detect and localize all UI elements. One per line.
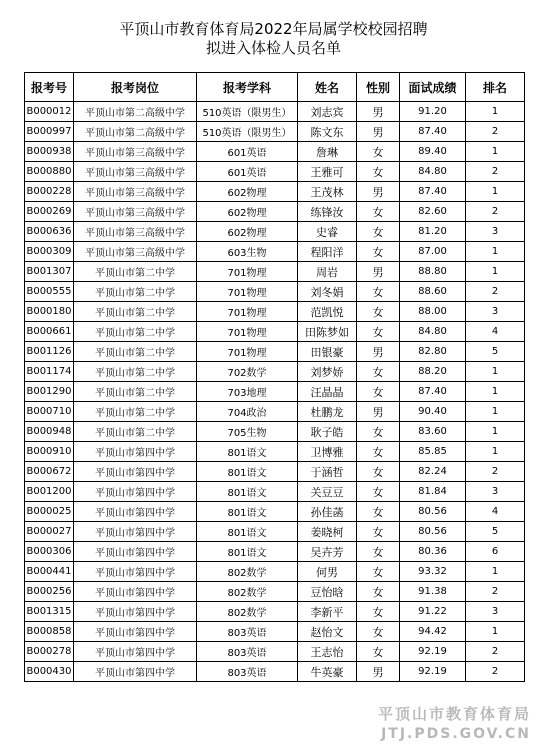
name-cell: 赵怡文: [298, 622, 357, 642]
name-cell: 刘梦娇: [298, 362, 357, 382]
score-cell: 87.40: [400, 122, 466, 142]
score-cell: 88.80: [400, 262, 466, 282]
position-cell: 平顶山市第四中学: [74, 522, 197, 542]
candidate-table: [24, 72, 525, 682]
rank-cell: 3: [466, 602, 525, 622]
subject-cell: 510英语（限男生）: [197, 102, 298, 122]
header-position: 报考岗位: [74, 73, 197, 102]
table-row: [25, 382, 525, 402]
header-rank: 排名: [466, 73, 525, 102]
subject-cell: 601英语: [197, 162, 298, 182]
subject-cell: 802数学: [197, 602, 298, 622]
table-row: [25, 222, 525, 242]
exam-number-cell: B000012: [25, 102, 74, 122]
gender-cell: 女: [357, 202, 400, 222]
position-cell: 平顶山市第四中学: [74, 642, 197, 662]
rank-cell: 1: [466, 102, 525, 122]
name-cell: 李新平: [298, 602, 357, 622]
score-cell: 83.60: [400, 422, 466, 442]
name-cell: 卫博雅: [298, 442, 357, 462]
score-cell: 92.19: [400, 662, 466, 682]
exam-number-cell: B000997: [25, 122, 74, 142]
name-cell: 姜晓柯: [298, 522, 357, 542]
name-cell: 程阳洋: [298, 242, 357, 262]
rank-cell: 6: [466, 542, 525, 562]
position-cell: 平顶山市第二中学: [74, 322, 197, 342]
exam-number-cell: B000910: [25, 442, 74, 462]
position-cell: 平顶山市第四中学: [74, 662, 197, 682]
subject-cell: 701物理: [197, 322, 298, 342]
position-cell: 平顶山市第三高级中学: [74, 242, 197, 262]
exam-number-cell: B000430: [25, 662, 74, 682]
header-name: 姓名: [298, 73, 357, 102]
score-cell: 81.20: [400, 222, 466, 242]
exam-number-cell: B000672: [25, 462, 74, 482]
subject-cell: 801语文: [197, 542, 298, 562]
subject-cell: 510英语（限男生）: [197, 122, 298, 142]
gender-cell: 男: [357, 262, 400, 282]
table-row: [25, 142, 525, 162]
name-cell: 史睿: [298, 222, 357, 242]
table-row: [25, 642, 525, 662]
table-row: [25, 362, 525, 382]
table-row: [25, 502, 525, 522]
exam-number-cell: B000278: [25, 642, 74, 662]
gender-cell: 女: [357, 302, 400, 322]
name-cell: 周岩: [298, 262, 357, 282]
name-cell: 田银豪: [298, 342, 357, 362]
subject-cell: 801语文: [197, 462, 298, 482]
table-row: [25, 162, 525, 182]
table-row: [25, 622, 525, 642]
gender-cell: 女: [357, 382, 400, 402]
name-cell: 牛英豪: [298, 662, 357, 682]
gender-cell: 女: [357, 322, 400, 342]
score-cell: 91.22: [400, 602, 466, 622]
table-row: [25, 462, 525, 482]
gender-cell: 男: [357, 122, 400, 142]
exam-number-cell: B000228: [25, 182, 74, 202]
table-header-row: [25, 73, 525, 102]
table-row: [25, 182, 525, 202]
exam-number-cell: B000710: [25, 402, 74, 422]
exam-number-cell: B001174: [25, 362, 74, 382]
gender-cell: 女: [357, 462, 400, 482]
name-cell: 王志怡: [298, 642, 357, 662]
subject-cell: 802数学: [197, 562, 298, 582]
subject-cell: 701物理: [197, 302, 298, 322]
rank-cell: 1: [466, 382, 525, 402]
score-cell: 84.80: [400, 322, 466, 342]
exam-number-cell: B000858: [25, 622, 74, 642]
gender-cell: 女: [357, 582, 400, 602]
exam-number-cell: B000306: [25, 542, 74, 562]
gender-cell: 女: [357, 502, 400, 522]
gender-cell: 女: [357, 522, 400, 542]
score-cell: 87.40: [400, 182, 466, 202]
rank-cell: 3: [466, 222, 525, 242]
name-cell: 刘冬娟: [298, 282, 357, 302]
table-row: [25, 562, 525, 582]
score-cell: 85.85: [400, 442, 466, 462]
exam-number-cell: B000661: [25, 322, 74, 342]
score-cell: 91.38: [400, 582, 466, 602]
rank-cell: 1: [466, 142, 525, 162]
gender-cell: 女: [357, 242, 400, 262]
rank-cell: 5: [466, 342, 525, 362]
rank-cell: 2: [466, 662, 525, 682]
name-cell: 田陈梦如: [298, 322, 357, 342]
name-cell: 杜鹏龙: [298, 402, 357, 422]
subject-cell: 602物理: [197, 222, 298, 242]
gender-cell: 女: [357, 602, 400, 622]
subject-cell: 601英语: [197, 142, 298, 162]
gender-cell: 女: [357, 142, 400, 162]
subject-cell: 701物理: [197, 342, 298, 362]
position-cell: 平顶山市第三高级中学: [74, 142, 197, 162]
position-cell: 平顶山市第四中学: [74, 442, 197, 462]
name-cell: 孙佳菡: [298, 502, 357, 522]
watermark: [378, 704, 531, 744]
exam-number-cell: B000180: [25, 302, 74, 322]
subject-cell: 701物理: [197, 282, 298, 302]
name-cell: 吴卉芳: [298, 542, 357, 562]
header-exam-number: 报考号: [25, 73, 74, 102]
score-cell: 94.42: [400, 622, 466, 642]
rank-cell: 2: [466, 282, 525, 302]
header-subject: 报考学科: [197, 73, 298, 102]
score-cell: 91.20: [400, 102, 466, 122]
score-cell: 87.40: [400, 382, 466, 402]
table-row: [25, 202, 525, 222]
score-cell: 80.56: [400, 502, 466, 522]
position-cell: 平顶山市第二高级中学: [74, 122, 197, 142]
subject-cell: 704政治: [197, 402, 298, 422]
position-cell: 平顶山市第二中学: [74, 342, 197, 362]
table-row: [25, 242, 525, 262]
rank-cell: 4: [466, 502, 525, 522]
score-cell: 93.32: [400, 562, 466, 582]
gender-cell: 女: [357, 442, 400, 462]
name-cell: 王雅可: [298, 162, 357, 182]
rank-cell: 1: [466, 242, 525, 262]
table-body: [25, 102, 525, 682]
position-cell: 平顶山市第二中学: [74, 382, 197, 402]
exam-number-cell: B000309: [25, 242, 74, 262]
rank-cell: 2: [466, 642, 525, 662]
gender-cell: 女: [357, 362, 400, 382]
rank-cell: 4: [466, 322, 525, 342]
rank-cell: 2: [466, 202, 525, 222]
gender-cell: 女: [357, 162, 400, 182]
score-cell: 82.60: [400, 202, 466, 222]
rank-cell: 2: [466, 462, 525, 482]
position-cell: 平顶山市第二中学: [74, 282, 197, 302]
position-cell: 平顶山市第二中学: [74, 402, 197, 422]
exam-number-cell: B000025: [25, 502, 74, 522]
name-cell: 王茂林: [298, 182, 357, 202]
score-cell: 88.20: [400, 362, 466, 382]
gender-cell: 男: [357, 662, 400, 682]
subject-cell: 801语文: [197, 502, 298, 522]
position-cell: 平顶山市第二中学: [74, 362, 197, 382]
exam-number-cell: B001315: [25, 602, 74, 622]
score-cell: 88.60: [400, 282, 466, 302]
position-cell: 平顶山市第四中学: [74, 542, 197, 562]
rank-cell: 1: [466, 562, 525, 582]
table-row: [25, 402, 525, 422]
subject-cell: 801语文: [197, 482, 298, 502]
exam-number-cell: B000027: [25, 522, 74, 542]
rank-cell: 1: [466, 182, 525, 202]
name-cell: 詹琳: [298, 142, 357, 162]
table-row: [25, 342, 525, 362]
gender-cell: 女: [357, 622, 400, 642]
position-cell: 平顶山市第三高级中学: [74, 162, 197, 182]
gender-cell: 女: [357, 562, 400, 582]
score-cell: 84.80: [400, 162, 466, 182]
gender-cell: 女: [357, 282, 400, 302]
position-cell: 平顶山市第四中学: [74, 562, 197, 582]
subject-cell: 802数学: [197, 582, 298, 602]
score-cell: 90.40: [400, 402, 466, 422]
position-cell: 平顶山市第四中学: [74, 622, 197, 642]
table-row: [25, 302, 525, 322]
table-row: [25, 582, 525, 602]
subject-cell: 602物理: [197, 182, 298, 202]
gender-cell: 男: [357, 182, 400, 202]
name-cell: 练锋汝: [298, 202, 357, 222]
name-cell: 何男: [298, 562, 357, 582]
table-row: [25, 542, 525, 562]
rank-cell: 1: [466, 362, 525, 382]
rank-cell: 1: [466, 422, 525, 442]
position-cell: 平顶山市第四中学: [74, 462, 197, 482]
exam-number-cell: B000441: [25, 562, 74, 582]
table-row: [25, 602, 525, 622]
rank-cell: 1: [466, 402, 525, 422]
exam-number-cell: B000269: [25, 202, 74, 222]
gender-cell: 女: [357, 542, 400, 562]
score-cell: 82.24: [400, 462, 466, 482]
subject-cell: 803英语: [197, 622, 298, 642]
name-cell: 汪晶晶: [298, 382, 357, 402]
header-interview-score: 面试成绩: [400, 73, 466, 102]
score-cell: 82.80: [400, 342, 466, 362]
watermark-line1: 平顶山市教育体育局: [377, 705, 531, 723]
document-subtitle: 拟进入体检人员名单: [205, 39, 341, 57]
position-cell: 平顶山市第三高级中学: [74, 182, 197, 202]
subject-cell: 801语文: [197, 442, 298, 462]
gender-cell: 女: [357, 222, 400, 242]
score-cell: 80.36: [400, 542, 466, 562]
exam-number-cell: B000880: [25, 162, 74, 182]
rank-cell: 3: [466, 302, 525, 322]
score-cell: 80.56: [400, 522, 466, 542]
position-cell: 平顶山市第四中学: [74, 602, 197, 622]
gender-cell: 男: [357, 402, 400, 422]
name-cell: 耿子皓: [298, 422, 357, 442]
position-cell: 平顶山市第二高级中学: [74, 102, 197, 122]
subject-cell: 705生物: [197, 422, 298, 442]
table-row: [25, 422, 525, 442]
name-cell: 范凯悦: [298, 302, 357, 322]
position-cell: 平顶山市第四中学: [74, 502, 197, 522]
gender-cell: 男: [357, 102, 400, 122]
exam-number-cell: B000256: [25, 582, 74, 602]
table-row: [25, 482, 525, 502]
score-cell: 81.84: [400, 482, 466, 502]
gender-cell: 女: [357, 642, 400, 662]
position-cell: 平顶山市第四中学: [74, 482, 197, 502]
rank-cell: 3: [466, 482, 525, 502]
table-row: [25, 662, 525, 682]
exam-number-cell: B001126: [25, 342, 74, 362]
watermark-line2: JTJ.PDS.GOV.CN: [381, 726, 531, 742]
subject-cell: 803英语: [197, 662, 298, 682]
rank-cell: 2: [466, 582, 525, 602]
subject-cell: 602物理: [197, 202, 298, 222]
position-cell: 平顶山市第四中学: [74, 582, 197, 602]
position-cell: 平顶山市第二中学: [74, 422, 197, 442]
rank-cell: 1: [466, 622, 525, 642]
name-cell: 豆怡晗: [298, 582, 357, 602]
table-row: [25, 322, 525, 342]
subject-cell: 803英语: [197, 642, 298, 662]
rank-cell: 1: [466, 262, 525, 282]
exam-number-cell: B000636: [25, 222, 74, 242]
name-cell: 刘志宾: [298, 102, 357, 122]
rank-cell: 1: [466, 442, 525, 462]
gender-cell: 男: [357, 342, 400, 362]
exam-number-cell: B000948: [25, 422, 74, 442]
position-cell: 平顶山市第三高级中学: [74, 202, 197, 222]
position-cell: 平顶山市第二中学: [74, 302, 197, 322]
table-row: [25, 102, 525, 122]
gender-cell: 女: [357, 422, 400, 442]
document-title: 平顶山市教育体育局2022年局属学校校园招聘: [119, 20, 428, 38]
name-cell: 关豆豆: [298, 482, 357, 502]
table-row: [25, 262, 525, 282]
rank-cell: 2: [466, 122, 525, 142]
name-cell: 陈文东: [298, 122, 357, 142]
subject-cell: 701物理: [197, 262, 298, 282]
subject-cell: 801语文: [197, 522, 298, 542]
table-row: [25, 442, 525, 462]
exam-number-cell: B001290: [25, 382, 74, 402]
position-cell: 平顶山市第二中学: [74, 262, 197, 282]
table-row: [25, 122, 525, 142]
exam-number-cell: B001200: [25, 482, 74, 502]
name-cell: 于涵哲: [298, 462, 357, 482]
rank-cell: 5: [466, 522, 525, 542]
score-cell: 87.00: [400, 242, 466, 262]
score-cell: 89.40: [400, 142, 466, 162]
position-cell: 平顶山市第三高级中学: [74, 222, 197, 242]
exam-number-cell: B001307: [25, 262, 74, 282]
gender-cell: 女: [357, 482, 400, 502]
score-cell: 92.19: [400, 642, 466, 662]
subject-cell: 703地理: [197, 382, 298, 402]
exam-number-cell: B000938: [25, 142, 74, 162]
header-gender: 性别: [357, 73, 400, 102]
exam-number-cell: B000555: [25, 282, 74, 302]
subject-cell: 603生物: [197, 242, 298, 262]
rank-cell: 2: [466, 162, 525, 182]
table-row: [25, 282, 525, 302]
subject-cell: 702数学: [197, 362, 298, 382]
table-row: [25, 522, 525, 542]
score-cell: 88.00: [400, 302, 466, 322]
